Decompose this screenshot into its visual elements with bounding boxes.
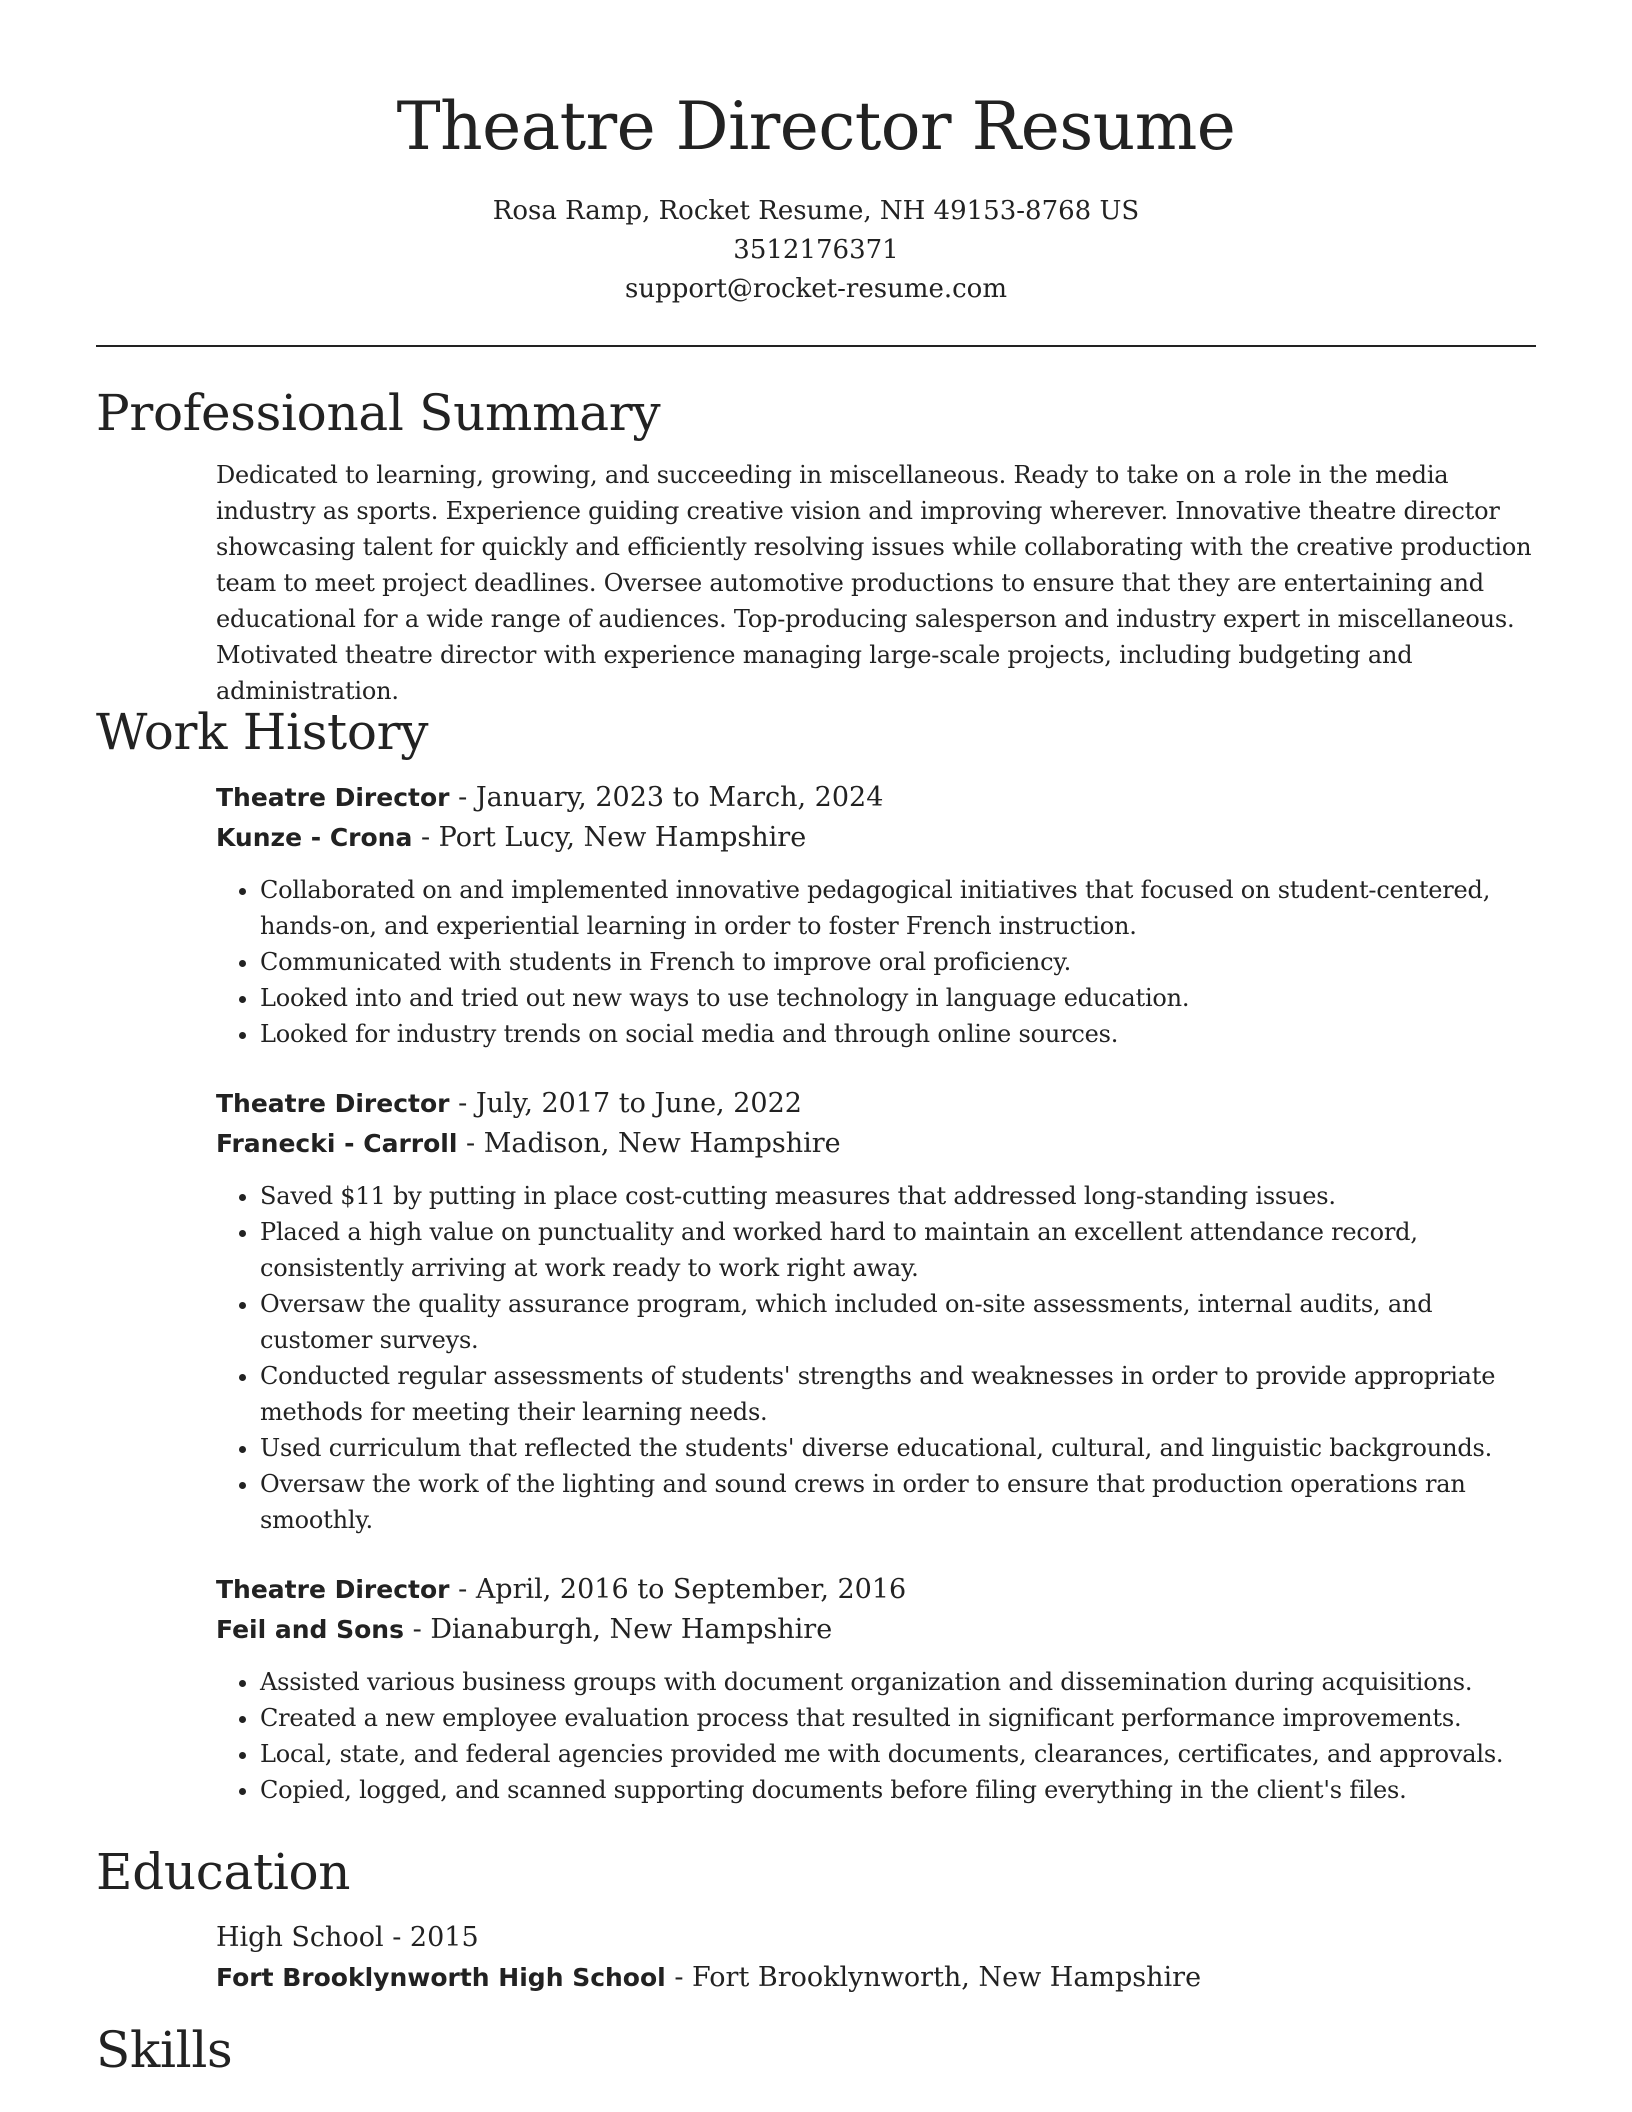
job-location: Madison, New Hampshire (483, 1128, 841, 1159)
job-title: Theatre Director (216, 1089, 450, 1118)
job-company-line (216, 1610, 1536, 1650)
job-bullet: • Local, state, and federal agencies provided me with documents, clearances, certificates, and approvals. (260, 1736, 1536, 1772)
job-company-line (216, 818, 1536, 858)
resume-page (96, 0, 1536, 2079)
job-bullets (216, 1664, 1536, 1808)
contact-address: Rosa Ramp, Rocket Resume, NH 49153-8768 US (492, 196, 1140, 226)
job-bullet: • Used curriculum that reflected the students' diverse educational, cultural, and linguistic backgrounds. (260, 1430, 1536, 1466)
job-company: Feil and Sons (216, 1615, 404, 1644)
job-title: Theatre Director (216, 1575, 450, 1604)
job-separator: - (458, 1088, 476, 1119)
job-separator: - (458, 782, 476, 813)
skills-heading: Skills (96, 2021, 233, 2079)
skills-section (96, 2020, 1536, 2080)
page-title: Theatre Director Resume (396, 88, 1236, 165)
education-section (96, 1842, 1536, 1998)
job-location: Port Lucy, New Hampshire (438, 822, 807, 853)
job-bullet: • Oversaw the work of the lighting and sound crews in order to ensure that production operations ran smoothly. (260, 1466, 1536, 1538)
education-school-line (216, 1958, 1536, 1998)
job-bullet: • Assisted various business groups with document organization and dissemination during acquisitions. (260, 1664, 1536, 1700)
job-entry (216, 1084, 1536, 1164)
job-entry (216, 778, 1536, 858)
job-company: Franecki - Carroll (216, 1129, 458, 1158)
job-bullet: • Created a new employee evaluation process that resulted in significant performance improvements. (260, 1700, 1536, 1736)
job-entry (216, 1570, 1536, 1650)
job-company-line (216, 1124, 1536, 1164)
contact-phone: 3512176371 (733, 235, 899, 265)
job-bullets (216, 1178, 1536, 1538)
job-separator: - (420, 822, 439, 853)
education-heading: Education (96, 1843, 351, 1901)
job-bullet: • Placed a high value on punctuality and worked hard to maintain an excellent attendance record, consistently arriving at work ready to work right away. (260, 1214, 1536, 1286)
education-year: 2015 (409, 1922, 479, 1953)
summary-heading: Professional Summary (96, 384, 661, 442)
job-bullet: • Oversaw the quality assurance program, which included on-site assessments, internal audits, and customer surveys. (260, 1286, 1536, 1358)
job-separator: - (466, 1128, 484, 1159)
job-bullets (216, 872, 1536, 1052)
job-location: Dianaburgh, New Hampshire (430, 1614, 833, 1645)
job-title-line (216, 1570, 1536, 1610)
education-degree: High School (216, 1922, 384, 1953)
resume-header (96, 0, 1536, 309)
contact-block (96, 192, 1536, 309)
work-history-heading: Work History (96, 703, 429, 761)
job-bullet: • Copied, logged, and scanned supporting documents before filing everything in the client's files. (260, 1772, 1536, 1808)
education-entry (216, 1918, 1536, 1998)
education-separator: - (674, 1962, 693, 1993)
education-school: Fort Brooklynworth High School (216, 1963, 666, 1992)
job-bullet: • Conducted regular assessments of students' strengths and weaknesses in order to provide appropriate methods for meeting their learning needs. (260, 1358, 1536, 1430)
job-title-line (216, 1084, 1536, 1124)
job-bullet: • Collaborated on and implemented innovative pedagogical initiatives that focused on student-centered, hands-on, and experiential learning in order to foster French instruction. (260, 872, 1536, 944)
job-dates: April, 2016 to September, 2016 (475, 1574, 907, 1605)
job-bullet: • Communicated with students in French to improve oral proficiency. (260, 944, 1536, 980)
education-separator: - (392, 1922, 410, 1953)
job-title: Theatre Director (216, 783, 450, 812)
job-title-line (216, 778, 1536, 818)
education-location: Fort Brooklynworth, New Hampshire (692, 1962, 1202, 1993)
job-dates: July, 2017 to June, 2022 (475, 1088, 802, 1119)
job-dates: January, 2023 to March, 2024 (475, 782, 884, 813)
job-bullet: • Looked into and tried out new ways to use technology in language education. (260, 980, 1536, 1016)
job-company: Kunze - Crona (216, 823, 413, 852)
summary-section (96, 383, 1536, 709)
header-divider (96, 345, 1536, 347)
job-bullet: • Saved $11 by putting in place cost-cutting measures that addressed long-standing issues. (260, 1178, 1536, 1214)
job-separator: - (458, 1574, 476, 1605)
job-bullet: • Looked for industry trends on social media and through online sources. (260, 1016, 1536, 1052)
education-degree-line (216, 1918, 1536, 1958)
work-history-section (96, 702, 1536, 1808)
summary-text: Dedicated to learning, growing, and succeeding in miscellaneous. Ready to take on a role in the media industry as sports. Experience guiding creative vision and improving wherever. Innovative theatre director showcasing talent for quickly and efficiently resolving issues while collaborating with the creative production team to meet project deadlines. Oversee automotive productions to ensure that they are entertaining and educational for a wide range of audiences. Top-producing salesperson and industry expert in miscellaneous. Motivated theatre director with experience managing large-scale projects, including budgeting and administration. (216, 461, 1532, 705)
contact-email: support@rocket-resume.com (624, 274, 1007, 304)
job-separator: - (412, 1614, 431, 1645)
